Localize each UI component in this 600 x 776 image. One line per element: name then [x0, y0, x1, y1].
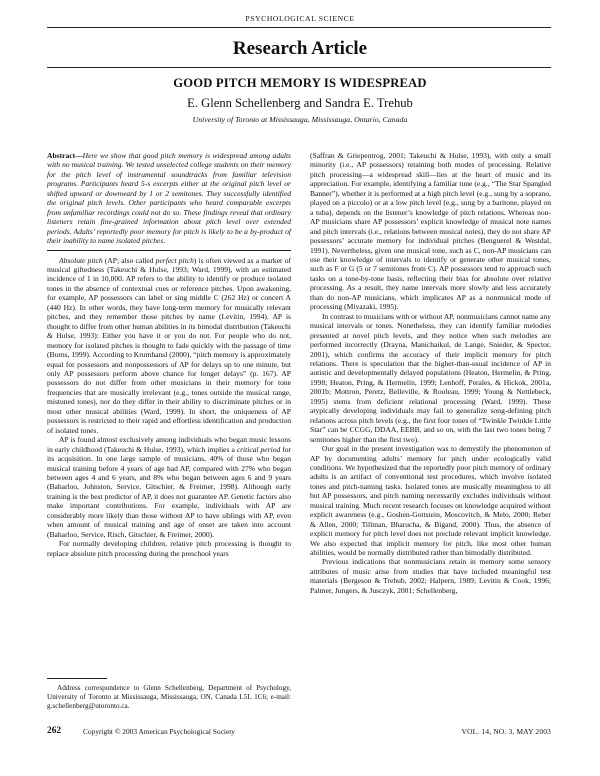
paragraph-text: (AP; also called: [102, 255, 156, 265]
right-column: [310, 151, 551, 595]
correspondence-footnote: Address correspondence to Glenn Schellenberg, Department of Psychology, University of Toronto at Mississauga, Mississauga, ON, Canada L5L 1C6; e-mail: g.schellenberg@utoronto.ca.: [47, 684, 291, 711]
paper-authors: E. Glenn Schellenberg and Sandra E. Trehub: [187, 96, 413, 110]
abstract: [47, 151, 291, 251]
term-critical-period: critical period: [236, 444, 281, 454]
author-affiliation: University of Toronto at Mississauga, Mississauga, Ontario, Canada: [192, 115, 408, 124]
body-paragraph: For normally developing children, relative pitch processing is thought to replace absolute pitch processing during the preschool years: [47, 539, 291, 558]
abstract-text: Here we show that good pitch memory is widespread among adults with no musical training. We tested unselected college students on their memory for the pitch level of instrumental soundtracks from familiar television programs. Participants heard 5-s excerpts either at the original pitch level or shifted upward or downward by 1 or 2 semitones. They successfully identified the original pitch levels. Other participants who heard comparable excerpts from unfamiliar recordings could not do so. These findings reveal that ordinary listeners retain fine-grained information about pitch level over extended periods. Adults’ reportedly poor memory for pitch is likely to be a by-product of their inability to name isolated pitches.: [47, 151, 291, 246]
copyright-notice: Copyright © 2003 American Psychological Society: [83, 727, 235, 736]
term-absolute-pitch: Absolute pitch: [59, 255, 103, 265]
page-footer: [47, 727, 551, 739]
journal-name: PSYCHOLOGICAL SCIENCE: [245, 14, 355, 23]
body-paragraph: [47, 435, 291, 539]
header-rule-top: [47, 27, 551, 28]
volume-info: VOL. 14, NO. 3, MAY 2003: [461, 727, 551, 736]
left-column: [47, 151, 291, 558]
body-paragraph: [47, 256, 291, 436]
paper-title: GOOD PITCH MEMORY IS WIDESPREAD: [173, 76, 427, 90]
body-paragraph: (Saffran & Griepentrog, 2001; Takeuchi & Hulse, 1993), with only a small minority (i.e., AP possessors) retaining both modes of processing. Relative pitch processing—a widespread skill—lies at the heart of music and its appreciation. For example, identifying a familiar tune (e.g., “The Star Spangled Banner”), whether it is performed at a high pitch level (e.g., sung by a soprano, played on a piccolo) or at a low pitch level (e.g., sung by a baritone, played on a tuba), depends on the listener’s knowledge of pitch relations. Whereas non-AP musicians share AP possessors’ explicit knowledge of musical note names and pitch intervals (i.e., relations between musical notes), they do not share AP possessors’ accurate memory for individual pitches (Benguerel & Westdal, 1991). Nevertheless, given one musical tone, such as C, non-AP musicians can use their knowledge of intervals to identify or generate other musical tones, such as F or G (5 or 7 semitones from C). AP possessors tend to approach such tasks on a tone-by-tone basis, reflecting their bias for absolute over relative processing. As a result, they name intervals more slowly and less accurately than do non-AP musicians, which implicates AP as a nonmusical mode of processing (Miyazaki, 1995).: [310, 151, 551, 312]
body-paragraph: In contrast to musicians with or without AP, nonmusicians cannot name any musical intervals or tones. Nonetheless, they can identify familiar melodies presented at novel pitch levels, and they notice when such melodies are performed incorrectly (Drayna, Manichaikul, de Lange, Snieder, & Spector, 2001), which confirms the accuracy of their implicit memory for pitch relations. There is speculation that the higher-than-usual incidence of AP in autistic and developmentally delayed populations (Heaton, Hermelin, & Pring, 1998; Heaton, Pring, & Hermelin, 1999; Lenhoff, Perales, & Hickok, 2001a, 2001b; Mottron, Peretz, Belleville, & Rouleau, 1999; Young & Nettlebeck, 1995) stems from deficient relational processing (Ward, 1999). These atypically developing individuals may fail to generalize song-defining pitch relations across pitch levels (e.g., the first four tones of “Twinkle Twinkle Little Star” can be CCGG, DDAA, EEBB, and so on, with the last two tones being 7 semitones higher than the first two).: [310, 311, 551, 444]
body-paragraph: Previous indications that nonmusicians retain in memory some sensory attributes of music arise from studies that have included meaningful test materials (Bergeson & Trehub, 2002; Halpern, 1989; Levitin & Cook, 1996; Palmer, Jungers, & Jusczyk, 2001; Schellenberg,: [310, 557, 551, 595]
paragraph-text: ) is often viewed as a marker of musical giftedness (Takeuchi & Hulse, 1993; Ward, 1999), with an estimated incidence of 1 in 10,000. AP refers to the ability to identify or produce isolated tones in the absence of contextual cues or reference pitches. Upon awakening, for example, AP possessors can label or sing middle C (262 Hz) or concert A (440 Hz). In other words, they have long-term memory for musically relevant pitches, and they remember those pitches by name (Levitin, 1994). AP is thought to differ from other human abilities in its bimodal distribution (Takeuchi & Hulse, 1993): Either you have it or you do not. For people who do not, memory for isolated pitches is thought to fade quickly with the passage of time (Burns, 1999). According to Krumhansl (2000), “pitch memory is approximately equal for possessors and nonpossessors of AP for delays up to one minute, but only AP possessors perform above chance for longer delays” (p. 167). AP possessors do not differ from other musicians in their memory for tone frequencies that are musically irrelevant (e.g., tones outside the musical range, mistuned tones), nor do they differ in their ability to discriminate pitches or in most other musical abilities (Ward, 1999). In short, the uniqueness of AP possessors is restricted to their rapid and effortless identification and production of isolated tones.: [47, 255, 291, 435]
body-paragraph: Our goal in the present investigation was to demystify the phenomenon of AP by documenting adults’ memory for pitch under ecologically valid conditions. We hypothesized that the reportedly poor pitch memory of ordinary adults is an artifact of conventional test procedures, which involve isolated tones and pitch-naming tasks. Isolated tones are musically meaningless to all but AP possessors, and pitch naming necessarily excludes individuals without musical training. Much recent research focuses on knowledge acquired without explicit awareness (e.g., Goshen-Gottstein, Moscovitch, & Melo, 2000; Reber & Allen, 2000; Tillman, Bharucha, & Bigand, 2000). Thus, the absence of explicit memory for pitch level does not preclude relevant implicit knowledge. We also expected that implicit memory for pitch, like most other human abilities, would be normally distributed rather than bimodally distributed.: [310, 444, 551, 558]
header-rule-bottom: [47, 67, 551, 68]
paragraph-text: AP is found almost exclusively among individuals who began music lessons in early childhood (Takeuchi & Hulse, 1993), which implies a: [47, 435, 291, 454]
term-perfect-pitch: perfect pitch: [155, 255, 194, 265]
abstract-label: Abstract—: [47, 151, 83, 160]
footnote-rule: [47, 678, 107, 679]
page-number: 262: [47, 726, 62, 736]
article-type-heading: Research Article: [232, 38, 368, 59]
paragraph-text: for its acquisition. In one large sample of musicians, 40% of those who began musical training before 4 years of age had AP, compared with 27% who began between ages 4 and 6 years, and 8% who began between ages 6 and 9 years (Baharloo, Johnston, Service, Gitschier, & Freimer, 1998). Although early training is the best predictor of AP, it does not guarantee AP. Genetic factors also make important contributions. For example, individuals with AP are considerably more likely than those without AP to have siblings with AP, even when amount of musical training and age of onset are taken into account (Baharloo, Service, Risch, Gitschier, & Freimer, 2000).: [47, 444, 292, 539]
